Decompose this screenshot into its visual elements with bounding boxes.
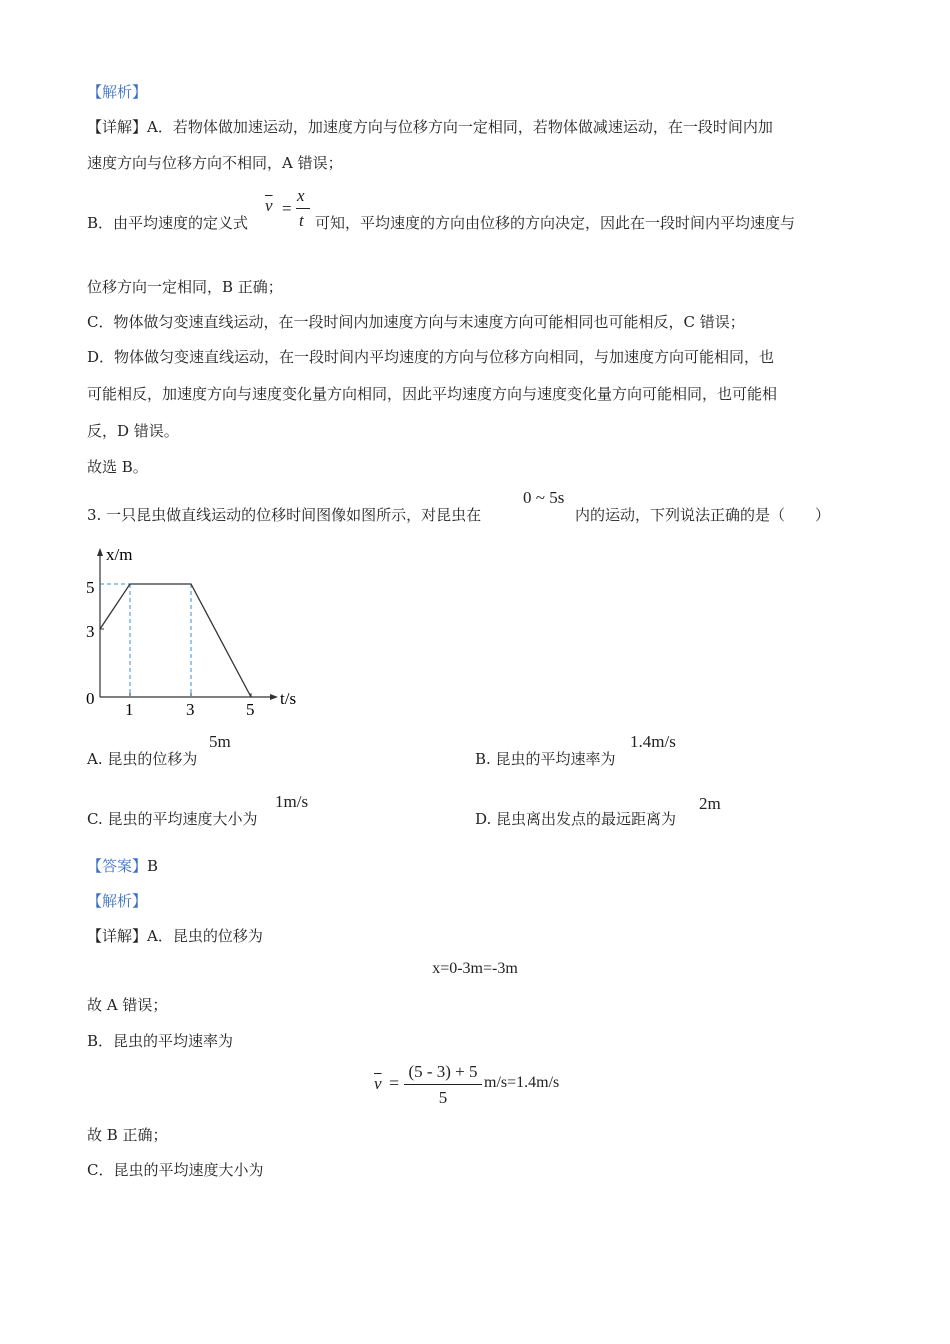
detail-b-suffix: 可知，平均速度的方向由位移的方向决定，因此在一段时间内平均速度与 [315, 214, 796, 232]
eq-fraction-bar [404, 1084, 482, 1085]
question-3-stem-prefix: 3. 一只昆虫做直线运动的位移时间图像如图所示，对昆虫在 [87, 506, 482, 524]
position-time-graph [80, 540, 320, 725]
x-tick-label-5: 5 [246, 700, 255, 719]
y-tick-label-3: 3 [86, 622, 95, 641]
eq-result: m/s=1.4m/s [484, 1074, 560, 1091]
question-3-stem-suffix: 内的运动，下列说法正确的是（ ） [575, 506, 831, 524]
answer-value: B [147, 857, 159, 875]
x-axis-arrow [270, 694, 278, 700]
equation-displacement: x=0-3m=-3m [432, 960, 518, 977]
c-intro-line: C．昆虫的平均速度大小为 [87, 1161, 264, 1179]
option-b-value: 1.4m/s [630, 732, 676, 751]
option-c-value: 1m/s [275, 792, 309, 811]
formula-fraction-bar [296, 208, 310, 209]
eq-numerator: (5 - 3) + 5 [408, 1062, 478, 1081]
detail-a-line-2: 速度方向与位移方向不相同，A 错误； [87, 154, 343, 172]
formula-v-bar: $\overline{v}$ [265, 196, 273, 215]
formula-equals: = [282, 199, 292, 218]
a-wrong-line: 故 A 错误； [87, 996, 168, 1014]
detail-a-displacement: 【详解】A．昆虫的位移为 [87, 927, 263, 945]
eq-equals: = [389, 1073, 400, 1093]
eq-denominator: 5 [438, 1088, 448, 1107]
answer-label: 【答案】 [87, 857, 148, 875]
detail-d-line-1: D．物体做匀变速直线运动，在一段时间内平均速度的方向与位移方向相同，与加速度方向可能相同，也 [87, 348, 775, 366]
option-a: A. 昆虫的位移为 [87, 750, 198, 768]
detail-a-line-1: 【详解】A．若物体做加速运动，加速度方向与位移方向一定相同，若物体做减速运动，在一段时间内加 [87, 118, 773, 136]
b-intro-line: B．昆虫的平均速率为 [87, 1032, 234, 1050]
position-curve [100, 584, 251, 697]
detail-d-line-2: 可能相反，加速度方向与速度变化量方向相同，因此平均速度方向与速度变化量方向可能相同，也可能相 [87, 385, 778, 403]
y-axis-arrow [97, 548, 103, 556]
detail-b-prefix: B．由平均速度的定义式 [87, 214, 249, 232]
option-c: C. 昆虫的平均速度大小为 [87, 810, 258, 828]
analysis-header-2: 【解析】 [87, 892, 148, 910]
y-axis-label: x/m [106, 545, 133, 564]
detail-d-line-3: 反，D 错误。 [87, 422, 179, 440]
option-a-value: 5m [209, 732, 231, 751]
origin-label: 0 [86, 689, 95, 708]
option-d: D. 昆虫离出发点的最远距离为 [475, 810, 677, 828]
formula-numerator: x [297, 186, 305, 205]
option-b: B. 昆虫的平均速率为 [475, 750, 616, 768]
answer-line [87, 856, 158, 876]
x-tick-label-3: 3 [186, 700, 195, 719]
detail-c-line: C．物体做匀变速直线运动，在一段时间内加速度方向与末速度方向可能相同也可能相反，C 错误； [87, 313, 745, 331]
detail-b-line-2: 位移方向一定相同，B 正确； [87, 278, 283, 296]
eq-v-bar: $\overline{v}$ [374, 1074, 382, 1093]
choice-line: 故选 B。 [87, 458, 148, 476]
formula-denominator: t [299, 211, 304, 230]
analysis-header-1: 【解析】 [87, 83, 148, 101]
x-axis-label: t/s [280, 689, 297, 708]
question-3-interval: 0 ~ 5s [523, 488, 565, 507]
y-tick-label-5: 5 [86, 578, 95, 597]
x-tick-label-1: 1 [125, 700, 134, 719]
option-d-value: 2m [699, 794, 721, 813]
b-correct-line: 故 B 正确； [87, 1126, 168, 1144]
